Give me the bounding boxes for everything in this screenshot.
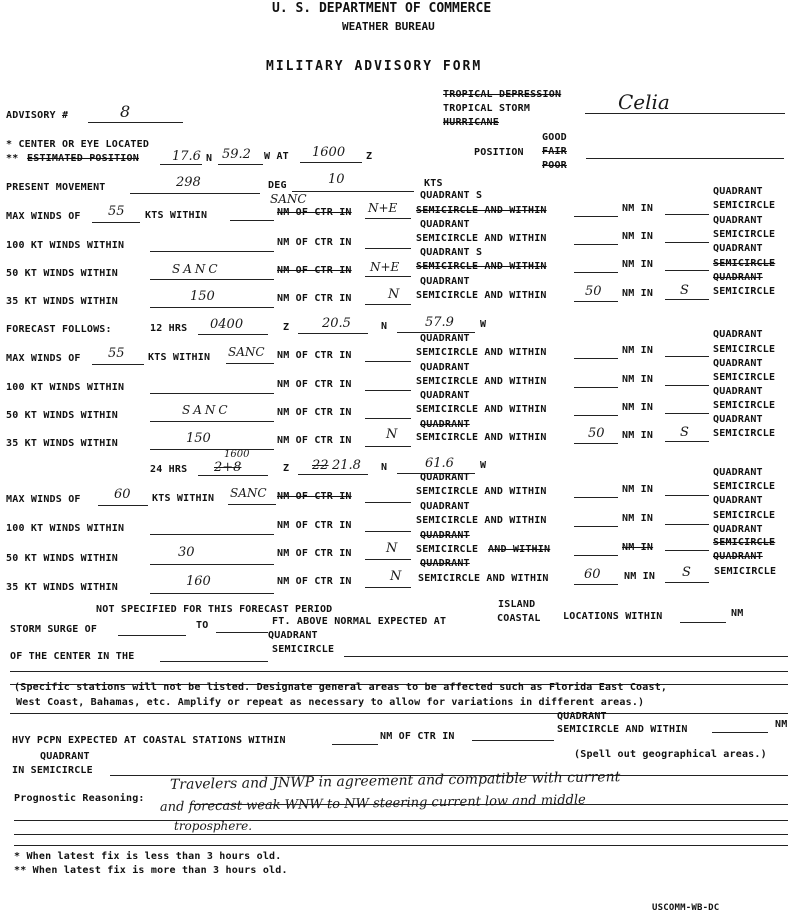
fc12-kt35-line <box>150 449 274 450</box>
semi-line <box>665 495 709 496</box>
surge-area-line <box>344 656 788 657</box>
kt50-label: 50 KT WINDS WITHIN <box>6 268 118 279</box>
center-n: N <box>206 153 213 164</box>
fc12-lat: 20.5 <box>322 316 351 331</box>
kt35-nm-value: 50 <box>585 284 602 299</box>
semicircle-label: SEMICIRCLE <box>714 566 777 577</box>
kts-within-label: KTS WITHIN <box>145 210 208 221</box>
max-winds-label: MAX WINDS OF <box>6 494 81 505</box>
nm-line <box>574 497 618 498</box>
estimated-position-label: ESTIMATED POSITION <box>27 153 139 164</box>
storm-name: Celia <box>618 90 670 114</box>
semicircle-label: SEMICIRCLE <box>713 537 776 548</box>
fc12-kt50-value: SANC <box>182 403 231 417</box>
fc24-kt35-semi: S <box>682 565 691 580</box>
max-winds-line <box>92 222 140 223</box>
max-within-value: SANC <box>270 192 307 206</box>
kt35-label: 35 KT WINDS WITHIN <box>6 296 118 307</box>
semicircle-label: SEMICIRCLE <box>713 200 776 211</box>
n-label: N <box>381 321 388 332</box>
quadrant-label: QUADRANT <box>420 333 470 344</box>
hvy-semicircle-within-label: SEMICIRCLE AND WITHIN <box>557 724 688 735</box>
nm-line <box>574 244 618 245</box>
advisory-label: ADVISORY # <box>6 110 69 121</box>
nm-in-label: NM IN <box>622 430 654 441</box>
spell-out-label: (Spell out geographical areas.) <box>574 749 767 760</box>
position-fair: FAIR <box>542 146 567 157</box>
fc12-time: 0400 <box>210 317 244 332</box>
quadrant-label: QUADRANT <box>713 467 763 478</box>
fc24-kt35-nm: 60 <box>584 567 601 582</box>
prognostic-line2 <box>14 820 788 821</box>
tropical-depression-label: TROPICAL DEPRESSION <box>443 89 562 100</box>
kt100-label: 100 KT WINDS WITHIN <box>6 523 125 534</box>
quadrant-label: QUADRANT <box>713 414 763 425</box>
form-code: USCOMM-WB-DC <box>652 903 720 913</box>
kt50-quad-line <box>365 276 411 277</box>
fc12-kt35-semi: S <box>680 425 689 440</box>
nm-in-label: NM IN <box>622 542 654 553</box>
fc24-lat: 21.8 <box>332 458 361 473</box>
fc24-max-value: 60 <box>114 487 131 502</box>
fc24-kt50-value: 30 <box>178 545 195 560</box>
kts-within-label: KTS WITHIN <box>148 352 211 363</box>
nm-line <box>574 443 618 444</box>
semi-line <box>665 299 709 300</box>
fc12-lon: 57.9 <box>425 315 454 330</box>
kt35-value: 150 <box>190 289 215 304</box>
kts-label: KTS <box>424 178 443 189</box>
hvy-within-line <box>712 732 768 733</box>
center-prefix: ** <box>6 153 19 164</box>
kt50-label: 50 KT WINDS WITHIN <box>6 410 118 421</box>
surge-from-line <box>118 635 186 636</box>
locations-within-label: LOCATIONS WITHIN <box>563 611 663 622</box>
deg-label: DEG <box>268 180 287 191</box>
prognostic-line4 <box>14 845 788 846</box>
movement-kts-line <box>292 191 414 192</box>
fc24-time: 1600 <box>224 449 250 460</box>
quadrant-label: QUADRANT <box>713 386 763 397</box>
semicircle-label: SEMICIRCLE <box>713 372 776 383</box>
quadrant-label: QUADRANT <box>420 472 470 483</box>
fc12-max-quad-line <box>365 361 411 362</box>
nm-line <box>574 555 618 556</box>
quadrant-label: QUADRANT <box>713 243 763 254</box>
lon-line <box>218 164 263 165</box>
fc12-kt50-line <box>150 421 274 422</box>
storm-surge-label: STORM SURGE OF <box>10 624 98 635</box>
time-line <box>300 162 362 163</box>
hvy-nm-of-ctr-label: NM OF CTR IN <box>380 731 455 742</box>
kt100-line <box>150 251 274 252</box>
fc24-kt100-quad-line <box>365 531 411 532</box>
semicircle-label: SEMICIRCLE <box>713 400 776 411</box>
quadrant-label: QUADRANT <box>420 362 470 373</box>
semicircle-label: SEMICIRCLE <box>713 344 776 355</box>
fc12-lat-line <box>298 333 368 334</box>
note-line <box>10 713 788 714</box>
hvy-nm-line <box>332 744 378 745</box>
quadrant-label: QUADRANT S <box>420 247 483 258</box>
semi-line <box>665 582 709 583</box>
quadrant-label: QUADRANT <box>713 551 763 562</box>
fc24-lat-old: 22 <box>312 458 329 473</box>
fc24-kt35-quad-line <box>365 587 411 588</box>
island-label: ISLAND <box>498 599 536 610</box>
semicircle-label: SEMICIRCLE <box>272 644 335 655</box>
surge-quad-line <box>160 661 268 662</box>
fc24-max-quad-line <box>365 502 411 503</box>
fc12-kt50-quad-line <box>365 418 411 419</box>
quadrant-label: QUADRANT <box>420 419 470 430</box>
nm-line <box>574 272 618 273</box>
coastal-label: COASTAL <box>497 613 541 624</box>
quadrant-label: QUADRANT <box>713 358 763 369</box>
quadrant-label: QUADRANT <box>420 501 470 512</box>
quadrant-label: QUADRANT <box>420 276 470 287</box>
department-title: U. S. DEPARTMENT OF COMMERCE <box>272 1 492 16</box>
nm-in-label: NM IN <box>622 203 654 214</box>
semicircle-and-within-label: SEMICIRCLE AND WITHIN <box>416 261 547 272</box>
z-label: Z <box>283 322 290 333</box>
nm-of-ctr-in-label: NM OF CTR IN <box>277 379 352 390</box>
nm-line <box>574 301 618 302</box>
fc12-max-within: SANC <box>228 345 265 359</box>
hvy-quadrant-label-2: QUADRANT <box>40 751 90 762</box>
of-center-label: OF THE CENTER IN THE <box>10 651 135 662</box>
z-label: Z <box>283 463 290 474</box>
nm-line <box>574 415 618 416</box>
quadrant-label: QUADRANT <box>420 219 470 230</box>
ft-above-label: FT. ABOVE NORMAL EXPECTED AT <box>272 616 447 627</box>
max-winds-label: MAX WINDS OF <box>6 353 81 364</box>
to-label: TO <box>196 620 209 631</box>
footnote-1: * When latest fix is less than 3 hours old. <box>14 851 282 862</box>
nm-line <box>574 387 618 388</box>
quadrant-label: QUADRANT <box>420 390 470 401</box>
quadrant-label: QUADRANT S <box>420 190 483 201</box>
quadrant-label: QUADRANT <box>420 558 470 569</box>
movement-kts: 10 <box>328 172 345 187</box>
max-winds-label: MAX WINDS OF <box>6 211 81 222</box>
nm-in-label: NM IN <box>622 288 654 299</box>
fc12-kt35-quad: N <box>386 427 398 442</box>
center-line1: * CENTER OR EYE LOCATED <box>6 139 150 150</box>
fc12-hrs-label: 12 HRS <box>150 323 188 334</box>
nm-of-ctr-in-label: NM OF CTR IN <box>277 491 352 502</box>
w-label: W <box>480 460 487 471</box>
fc24-kt50-line <box>150 564 274 565</box>
semicircle-and-within-label: SEMICIRCLE AND WITHIN <box>416 432 547 443</box>
nm-line <box>574 526 618 527</box>
nm-in-label: NM IN <box>622 259 654 270</box>
kts-within-label: KTS WITHIN <box>152 493 215 504</box>
semicircle-label: SEMICIRCLE <box>713 510 776 521</box>
nm-of-ctr-in-label: NM OF CTR IN <box>277 293 352 304</box>
fc12-kt35-quad-line <box>365 446 411 447</box>
semi-line <box>665 441 709 442</box>
and-within-label: AND WITHIN <box>488 544 551 555</box>
hurricane-label: HURRICANE <box>443 117 499 128</box>
prognostic-text3: troposphere. <box>174 819 253 833</box>
surge-area-line-2 <box>10 671 788 672</box>
position-line <box>586 158 784 159</box>
quadrant-label: QUADRANT <box>713 272 763 283</box>
semi-line <box>665 385 709 386</box>
nm-of-ctr-in-label: NM OF CTR IN <box>277 350 352 361</box>
quadrant-label: QUADRANT <box>420 530 470 541</box>
prognostic-label: Prognostic Reasoning: <box>14 793 145 804</box>
hvy-quadrant-label: QUADRANT <box>557 711 607 722</box>
max-quad-value: N+E <box>368 201 398 215</box>
semicircle-and-within-label: SEMICIRCLE AND WITHIN <box>416 515 547 526</box>
advisory-number: 8 <box>120 102 131 121</box>
fc12-max-line <box>92 364 144 365</box>
nm-in-label: NM IN <box>622 484 654 495</box>
tropical-storm-label: TROPICAL STORM <box>443 103 531 114</box>
center-w-at: W AT <box>264 151 289 162</box>
semi-line <box>665 270 709 271</box>
quadrant-label: QUADRANT <box>713 524 763 535</box>
semicircle-and-within-label: SEMICIRCLE AND WITHIN <box>416 486 547 497</box>
position-label: POSITION <box>474 147 524 158</box>
semicircle-label: SEMICIRCLE <box>713 481 776 492</box>
nm-in-label: NM IN <box>622 345 654 356</box>
fc24-max-within: SANC <box>230 486 267 500</box>
fc24-kt50-quad-line <box>365 559 411 560</box>
center-time: 1600 <box>312 145 346 160</box>
semicircle-label: SEMICIRCLE <box>713 229 776 240</box>
nm-in-label: NM IN <box>622 231 654 242</box>
max-within-line <box>230 220 274 221</box>
fc24-kt100-line <box>150 534 274 535</box>
note-line2: West Coast, Bahamas, etc. Amplify or repeat as necessary to allow for variations in different areas.) <box>16 697 645 708</box>
kt35-quad-line <box>365 304 411 305</box>
fc12-kt35-value: 150 <box>186 431 211 446</box>
lat-line <box>160 164 202 165</box>
kt35-label: 35 KT WINDS WITHIN <box>6 582 118 593</box>
fc12-max-within-line <box>226 363 274 364</box>
not-specified-label: NOT SPECIFIED FOR THIS FORECAST PERIOD <box>96 604 333 615</box>
movement-deg-line <box>130 193 260 194</box>
n-label: N <box>381 462 388 473</box>
semicircle-and-within-label: SEMICIRCLE AND WITHIN <box>418 573 549 584</box>
position-good: GOOD <box>542 132 567 143</box>
form-title: MILITARY ADVISORY FORM <box>266 59 483 74</box>
fc12-time-line <box>198 334 268 335</box>
semicircle-and-within-label: SEMICIRCLE AND WITHIN <box>416 376 547 387</box>
fc24-kt35-line <box>150 593 274 594</box>
semi-line <box>665 214 709 215</box>
advisory-line <box>88 122 183 123</box>
fc12-kt100-quad-line <box>365 390 411 391</box>
nm-line <box>574 216 618 217</box>
fc12-kt35-nm: 50 <box>588 426 605 441</box>
fc24-kt35-value: 160 <box>186 574 211 589</box>
nm-in-label: NM IN <box>624 571 656 582</box>
quadrant-label: QUADRANT <box>713 495 763 506</box>
semi-line <box>665 242 709 243</box>
kt35-label: 35 KT WINDS WITHIN <box>6 438 118 449</box>
quadrant-label: QUADRANT <box>713 215 763 226</box>
surge-to-line <box>216 632 268 633</box>
nm-of-ctr-in-label: NM OF CTR IN <box>277 265 352 276</box>
fc24-lon: 61.6 <box>425 456 454 471</box>
semicircle-label: SEMICIRCLE <box>713 258 776 269</box>
fc24-hrs-label: 24 HRS <box>150 464 188 475</box>
kt35-semi-value: S <box>680 283 689 298</box>
fc12-max-value: 55 <box>108 346 125 361</box>
fc24-kt50-quad: N <box>386 541 398 556</box>
kt50-line <box>150 279 274 280</box>
nm-of-ctr-in-label: NM OF CTR IN <box>277 548 352 559</box>
nm-of-ctr-in-label: NM OF CTR IN <box>277 520 352 531</box>
footnote-2: ** When latest fix is more than 3 hours old. <box>14 865 288 876</box>
hvy-quad-line <box>472 740 554 741</box>
nm-in-label: NM IN <box>622 402 654 413</box>
prognostic-line3 <box>14 834 788 835</box>
kt50-quad-value: N+E <box>370 260 400 274</box>
max-winds-value: 55 <box>108 204 125 219</box>
semicircle-and-within-label: SEMICIRCLE AND WITHIN <box>416 290 547 301</box>
nm-in-label: NM IN <box>622 374 654 385</box>
fc12-kt100-line <box>150 393 274 394</box>
kt100-label: 100 KT WINDS WITHIN <box>6 382 125 393</box>
center-lat: 17.6 <box>172 149 201 164</box>
nm-line <box>574 584 618 585</box>
semi-line <box>665 413 709 414</box>
nm-in-label: NM IN <box>622 513 654 524</box>
kt50-label: 50 KT WINDS WITHIN <box>6 553 118 564</box>
center-z: Z <box>366 151 373 162</box>
nm-of-ctr-in-label: NM OF CTR IN <box>277 407 352 418</box>
fc24-max-line <box>98 505 148 506</box>
quadrant-label: QUADRANT <box>713 329 763 340</box>
nm-line <box>574 358 618 359</box>
nm-of-ctr-in-label: NM OF CTR IN <box>277 435 352 446</box>
in-semicircle-label: IN SEMICIRCLE <box>12 765 93 776</box>
quadrant-label: QUADRANT <box>713 186 763 197</box>
w-label: W <box>480 319 487 330</box>
hvy-label: HVY PCPN EXPECTED AT COASTAL STATIONS WITHIN <box>12 735 286 746</box>
hvy-nm-label: NM <box>775 719 788 730</box>
fc24-kt35-quad: N <box>390 569 402 584</box>
kt100-quad-line <box>365 248 411 249</box>
semicircle-and-within-label: SEMICIRCLE AND WITHIN <box>416 205 547 216</box>
kt100-label: 100 KT WINDS WITHIN <box>6 240 125 251</box>
semicircle-and-within-label: SEMICIRCLE AND WITHIN <box>416 404 547 415</box>
fc24-lat-line <box>298 474 368 475</box>
kt50-value: SANC <box>172 262 221 276</box>
semicircle-and-within-label: SEMICIRCLE AND WITHIN <box>416 347 547 358</box>
nm-of-ctr-in-label: NM OF CTR IN <box>277 237 352 248</box>
semicircle-label: SEMICIRCLE <box>713 286 776 297</box>
center-lon: 59.2 <box>222 147 251 162</box>
fc24-max-within-line <box>228 504 276 505</box>
movement-deg: 298 <box>176 175 201 190</box>
semi-line <box>665 356 709 357</box>
semi-line <box>665 550 709 551</box>
semicircle-label: SEMICIRCLE <box>713 428 776 439</box>
semi-line <box>665 524 709 525</box>
nm-of-ctr-in-label: NM OF CTR IN <box>277 576 352 587</box>
nm-of-ctr-in-label: NM OF CTR IN <box>277 207 352 218</box>
prognostic-text1: Travelers and JNWP in agreement and compatible with current <box>169 769 621 793</box>
kt35-quad-value: N <box>388 287 400 302</box>
semicircle-and-within-label: SEMICIRCLE AND WITHIN <box>416 233 547 244</box>
note-line1: (Specific stations will not be listed. Designate general areas to be affected such as Florida East Coast, <box>14 682 668 693</box>
bureau-title: WEATHER BUREAU <box>342 20 435 33</box>
semicircle-label: SEMICIRCLE <box>416 544 479 555</box>
max-quad-line <box>365 218 411 219</box>
prognostic-text2: and forecast weak WNW to NW steering current low and middle <box>159 792 586 815</box>
present-movement-label: PRESENT MOVEMENT <box>6 182 106 193</box>
fc24-time-line <box>198 475 268 476</box>
position-poor: POOR <box>542 160 567 171</box>
surge-nm-line <box>680 622 726 623</box>
nm-label: NM <box>731 608 744 619</box>
fc24-time-old: 2+8 <box>214 460 242 475</box>
storm-name-line <box>585 113 785 114</box>
quadrant-label: QUADRANT <box>268 630 318 641</box>
forecast-follows-label: FORECAST FOLLOWS: <box>6 324 112 335</box>
kt35-line <box>150 307 274 308</box>
